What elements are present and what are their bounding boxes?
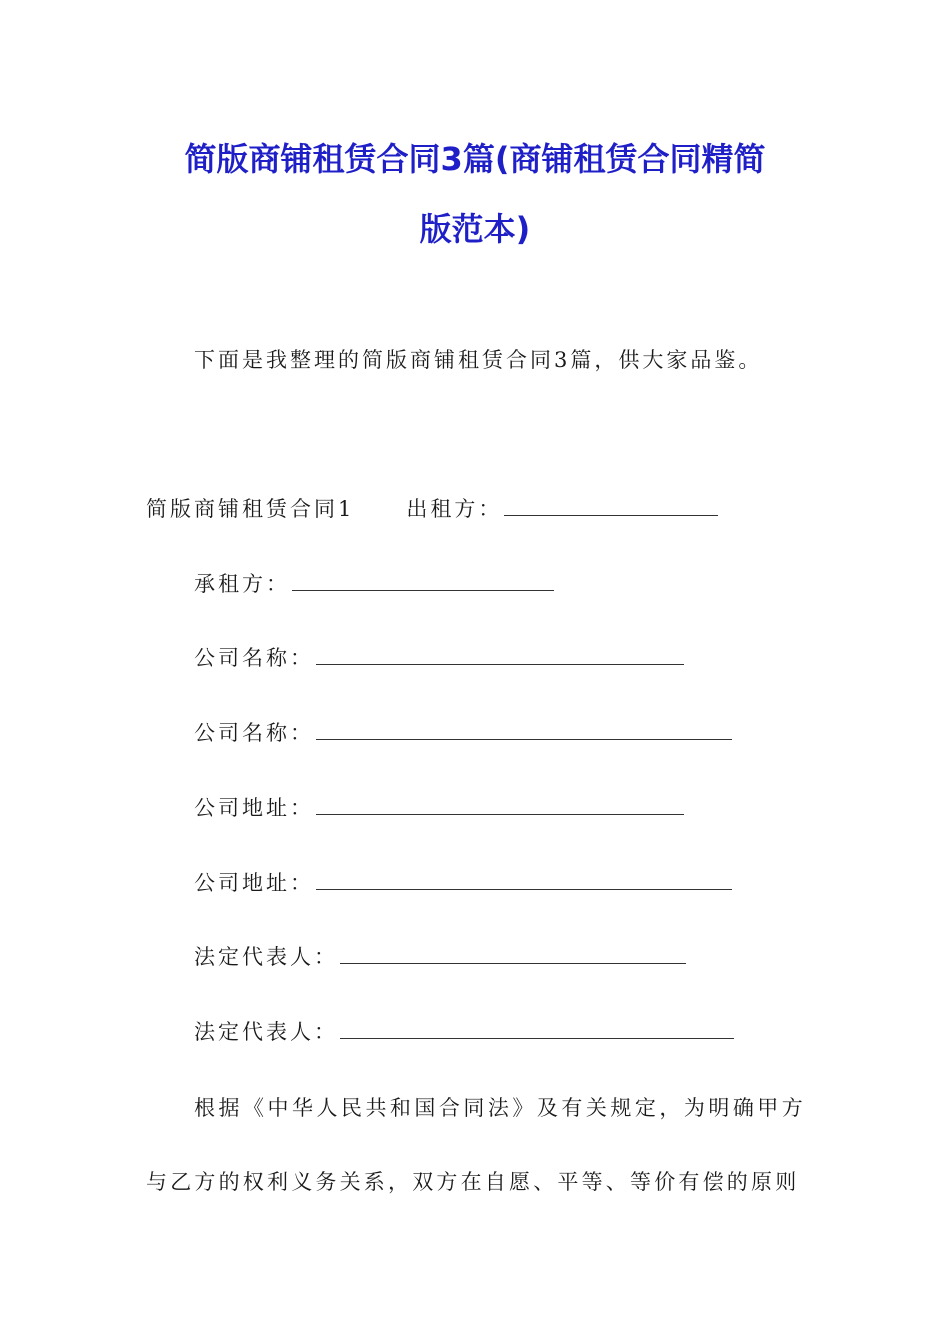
document-title-line-1: 简版商铺租赁合同3篇(商铺租赁合同精简	[184, 140, 766, 178]
lessee-row	[194, 569, 554, 599]
legal-rep-blank	[340, 1018, 734, 1039]
body-paragraph: 根据《中华人民共和国合同法》及有关规定，为明确甲方与乙方的权利义务关系，双方在自愿、平等、等价有偿的原则	[146, 1096, 806, 1194]
company-name-blank	[316, 644, 684, 665]
lessee-blank	[292, 570, 554, 591]
legal-rep-blank	[340, 943, 686, 964]
legal-rep-row-1	[194, 942, 686, 972]
legal-rep-label: 法定代表人：	[194, 1020, 338, 1044]
company-name-label: 公司名称：	[194, 646, 314, 670]
lessor-label: 出租方：	[406, 497, 503, 521]
company-name-label: 公司名称：	[194, 721, 314, 745]
document-title-line-2: 版范本)	[419, 210, 531, 248]
company-address-row-2	[194, 868, 732, 898]
company-address-blank	[316, 794, 684, 815]
company-address-blank	[316, 869, 732, 890]
company-name-row-2	[194, 718, 732, 748]
company-address-label: 公司地址：	[194, 796, 314, 820]
company-address-row-1	[194, 793, 684, 823]
lessee-label: 承租方：	[194, 572, 290, 596]
contract-heading: 简版商铺租赁合同1	[146, 497, 355, 521]
contract-heading-row	[146, 494, 718, 524]
company-name-row-1	[194, 643, 684, 673]
lessor-blank	[504, 495, 718, 516]
legal-rep-label: 法定代表人：	[194, 945, 338, 969]
company-name-blank	[316, 719, 732, 740]
intro-text: 下面是我整理的简版商铺租赁合同3篇，供大家品鉴。	[194, 348, 763, 372]
company-address-label: 公司地址：	[194, 871, 314, 895]
legal-rep-row-2	[194, 1017, 734, 1047]
